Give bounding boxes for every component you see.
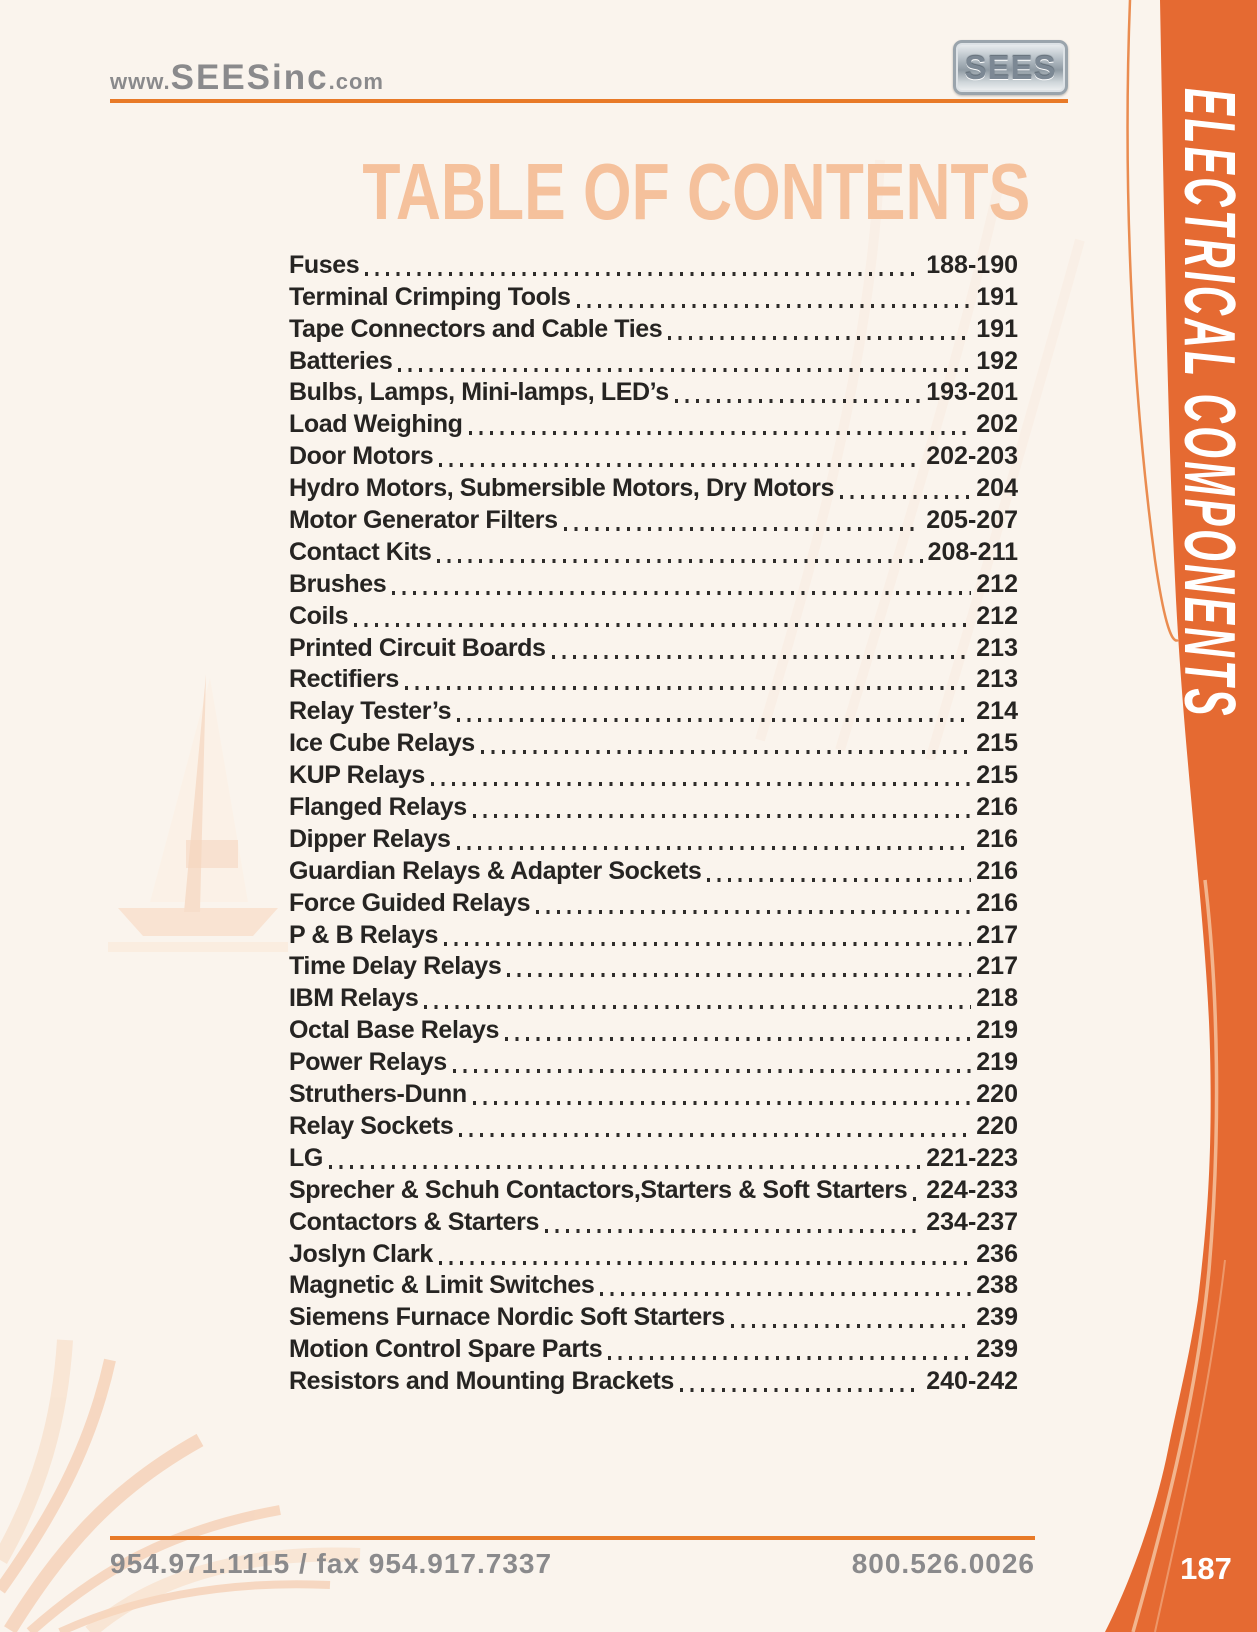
toc-entry <box>289 280 1018 312</box>
toc-leader-dots <box>564 527 922 531</box>
toc-entry-label: Door Motors <box>289 442 434 471</box>
toc-leader-dots <box>680 1388 921 1392</box>
toc-entry-page: 220 <box>976 1111 1018 1140</box>
toc-leader-dots <box>469 431 972 435</box>
page-title: TABLE OF CONTENTS <box>362 147 1030 236</box>
sailboat-watermark <box>88 650 298 960</box>
toc-entry-page: 217 <box>976 920 1018 949</box>
toc-leader-dots <box>439 1261 971 1265</box>
toc-entry-label: Relay Tester’s <box>289 697 452 726</box>
toc-entry-label: Contactors & Starters <box>289 1207 539 1236</box>
toc-entry <box>289 1332 1018 1364</box>
toc-entry-label: Motor Generator Filters <box>289 506 558 535</box>
toc-entry-label: Power Relays <box>289 1048 447 1077</box>
toc-entry <box>289 599 1018 631</box>
toc-entry-label: P & B Relays <box>289 920 438 949</box>
toc-entry <box>289 694 1018 726</box>
toc-entry-label: Batteries <box>289 346 393 375</box>
toc-entry-label: Time Delay Relays <box>289 952 502 981</box>
toc-entry-page: 239 <box>976 1335 1018 1364</box>
toc-entry <box>289 503 1018 535</box>
toc-leader-dots <box>354 623 971 627</box>
header-divider-line <box>110 99 1068 103</box>
toc-entry-page: 224-233 <box>926 1175 1018 1204</box>
toc-entry-page: 216 <box>976 793 1018 822</box>
toc-entry-page: 188-190 <box>926 250 1018 279</box>
website-url-prefix: www. <box>110 69 171 94</box>
toc-leader-dots <box>459 1133 971 1137</box>
toc-entry <box>289 535 1018 567</box>
toc-entry <box>289 726 1018 758</box>
toc-entry-page: 215 <box>976 761 1018 790</box>
toc-entry-page: 214 <box>976 697 1018 726</box>
toc-leader-dots <box>707 878 971 882</box>
toc-leader-dots <box>675 399 921 403</box>
toc-entry <box>289 1141 1018 1173</box>
toc-entry-page: 212 <box>976 601 1018 630</box>
toc-leader-dots <box>505 1037 971 1041</box>
toc-entry-page: 218 <box>976 984 1018 1013</box>
toc-entry-page: 205-207 <box>926 506 1018 535</box>
toc-entry <box>289 790 1018 822</box>
toc-entry-label: Force Guided Relays <box>289 888 531 917</box>
toc-entry-page: 212 <box>976 569 1018 598</box>
toc-entry-page: 191 <box>976 282 1018 311</box>
toc-entry <box>289 1013 1018 1045</box>
toc-entry-label: Tape Connectors and Cable Ties <box>289 314 663 343</box>
toc-entry <box>289 439 1018 471</box>
toc-leader-dots <box>545 1229 921 1233</box>
toc-leader-dots <box>840 495 971 499</box>
toc-leader-dots <box>473 814 971 818</box>
toc-entry-page: 215 <box>976 729 1018 758</box>
toc-entry <box>289 950 1018 982</box>
toc-leader-dots <box>437 559 922 563</box>
toc-entry <box>289 1045 1018 1077</box>
toc-entry-label: Resistors and Mounting Brackets <box>289 1367 674 1396</box>
toc-leader-dots <box>329 1165 921 1169</box>
toc-leader-dots <box>444 942 971 946</box>
toc-leader-dots <box>398 368 971 372</box>
toc-entry-label: Bulbs, Lamps, Mini-lamps, LED’s <box>289 378 669 407</box>
toc-leader-dots <box>577 304 972 308</box>
toc-leader-dots <box>507 973 971 977</box>
toc-entry-page: 239 <box>976 1303 1018 1332</box>
toc-entry-label: Brushes <box>289 569 387 598</box>
toc-entry-label: Motion Control Spare Parts <box>289 1335 603 1364</box>
toc-entry <box>289 567 1018 599</box>
toc-entry-page: 208-211 <box>927 537 1018 566</box>
page-number: 187 <box>1180 1551 1232 1586</box>
toc-entry-label: Flanged Relays <box>289 793 467 822</box>
toc-leader-dots <box>536 910 971 914</box>
toc-entry <box>289 376 1018 408</box>
toc-entry-page: 216 <box>976 824 1018 853</box>
toc-leader-dots <box>600 1292 971 1296</box>
toc-entry-page: 240-242 <box>926 1367 1018 1396</box>
toc-entry-label: Hydro Motors, Submersible Motors, Dry Motors <box>289 474 834 503</box>
toc-entry <box>289 1077 1018 1109</box>
toc-entry <box>289 1205 1018 1237</box>
toc-entry-label: Guardian Relays & Adapter Sockets <box>289 856 702 885</box>
toc-entry-label: Sprecher & Schuh Contactors,Starters & Soft Starters <box>289 1175 908 1204</box>
toc-entry <box>289 1269 1018 1301</box>
toc-entry <box>289 407 1018 439</box>
toc-entry-page: 217 <box>976 952 1018 981</box>
toc-entry-label: KUP Relays <box>289 761 425 790</box>
toc-entry-label: Rectifiers <box>289 665 399 694</box>
website-url-suffix: .com <box>328 69 384 94</box>
toc-entry-label: Terminal Crimping Tools <box>289 282 571 311</box>
sidebar-section-label: ELECTRICAL COMPONENTS <box>1169 88 1249 719</box>
toc-leader-dots <box>481 750 972 754</box>
toc-entry-page: 219 <box>976 1048 1018 1077</box>
toc-entry-label: Struthers-Dunn <box>289 1080 467 1109</box>
footer-phone-fax: 954.971.1115 / fax 954.917.7337 <box>110 1548 553 1579</box>
toc-entry-page: 234-237 <box>926 1207 1018 1236</box>
toc-entry-label: IBM Relays <box>289 984 419 1013</box>
toc-entry-label: Ice Cube Relays <box>289 729 475 758</box>
toc-leader-dots <box>473 1101 972 1105</box>
toc-entry-label: Dipper Relays <box>289 824 451 853</box>
footer-toll-free: 800.526.0026 <box>851 1548 1035 1579</box>
toc-leader-dots <box>913 1197 921 1201</box>
toc-entry <box>289 248 1018 280</box>
toc-entry-page: 220 <box>976 1080 1018 1109</box>
toc-leader-dots <box>552 655 972 659</box>
toc-entry <box>289 918 1018 950</box>
toc-entry <box>289 344 1018 376</box>
toc-entry <box>289 822 1018 854</box>
sees-logo-text: SEES <box>964 48 1057 86</box>
toc-leader-dots <box>608 1356 971 1360</box>
toc-list <box>289 248 1018 1396</box>
toc-entry-label: Load Weighing <box>289 410 463 439</box>
toc-leader-dots <box>392 591 971 595</box>
toc-entry <box>289 1237 1018 1269</box>
toc-entry-label: Siemens Furnace Nordic Soft Starters <box>289 1303 725 1332</box>
toc-entry <box>289 758 1018 790</box>
toc-entry-label: Relay Sockets <box>289 1111 454 1140</box>
toc-entry-page: 216 <box>976 856 1018 885</box>
toc-entry-label: Joslyn Clark <box>289 1239 433 1268</box>
toc-leader-dots <box>439 463 921 467</box>
toc-leader-dots <box>405 686 971 690</box>
toc-entry-page: 193-201 <box>926 378 1018 407</box>
website-url <box>110 58 384 105</box>
toc-leader-dots <box>668 336 971 340</box>
toc-entry <box>289 1109 1018 1141</box>
toc-entry-label: Fuses <box>289 250 360 279</box>
toc-entry-page: 202 <box>976 410 1018 439</box>
toc-entry-label: Octal Base Relays <box>289 1016 499 1045</box>
toc-entry-page: 238 <box>976 1271 1018 1300</box>
toc-leader-dots <box>365 272 921 276</box>
toc-entry <box>289 854 1018 886</box>
toc-entry-label: Contact Kits <box>289 537 432 566</box>
toc-entry-page: 216 <box>976 888 1018 917</box>
toc-entry-page: 213 <box>976 665 1018 694</box>
toc-entry <box>289 471 1018 503</box>
toc-entry <box>289 631 1018 663</box>
toc-leader-dots <box>731 1324 972 1328</box>
toc-entry <box>289 981 1018 1013</box>
toc-entry-page: 191 <box>976 314 1018 343</box>
toc-leader-dots <box>424 1005 971 1009</box>
toc-entry-page: 219 <box>976 1016 1018 1045</box>
toc-entry <box>289 312 1018 344</box>
toc-entry-label: Printed Circuit Boards <box>289 633 546 662</box>
toc-entry-page: 204 <box>976 474 1018 503</box>
toc-entry-page: 213 <box>976 633 1018 662</box>
toc-leader-dots <box>431 782 971 786</box>
toc-leader-dots <box>457 718 971 722</box>
toc-entry-page: 202-203 <box>926 442 1018 471</box>
toc-entry-label: Coils <box>289 601 349 630</box>
toc-entry-label: Magnetic & Limit Switches <box>289 1271 595 1300</box>
footer-divider-line <box>110 1536 1035 1540</box>
toc-entry <box>289 886 1018 918</box>
toc-entry <box>289 1364 1018 1396</box>
toc-entry-page: 192 <box>976 346 1018 375</box>
toc-entry-page: 236 <box>976 1239 1018 1268</box>
toc-entry <box>289 663 1018 695</box>
toc-entry <box>289 1173 1018 1205</box>
toc-entry <box>289 1300 1018 1332</box>
toc-entry-page: 221-223 <box>926 1143 1018 1172</box>
toc-entry-label: LG <box>289 1143 323 1172</box>
website-url-name: SEESinc <box>170 58 329 97</box>
toc-leader-dots <box>457 846 972 850</box>
toc-leader-dots <box>453 1069 971 1073</box>
